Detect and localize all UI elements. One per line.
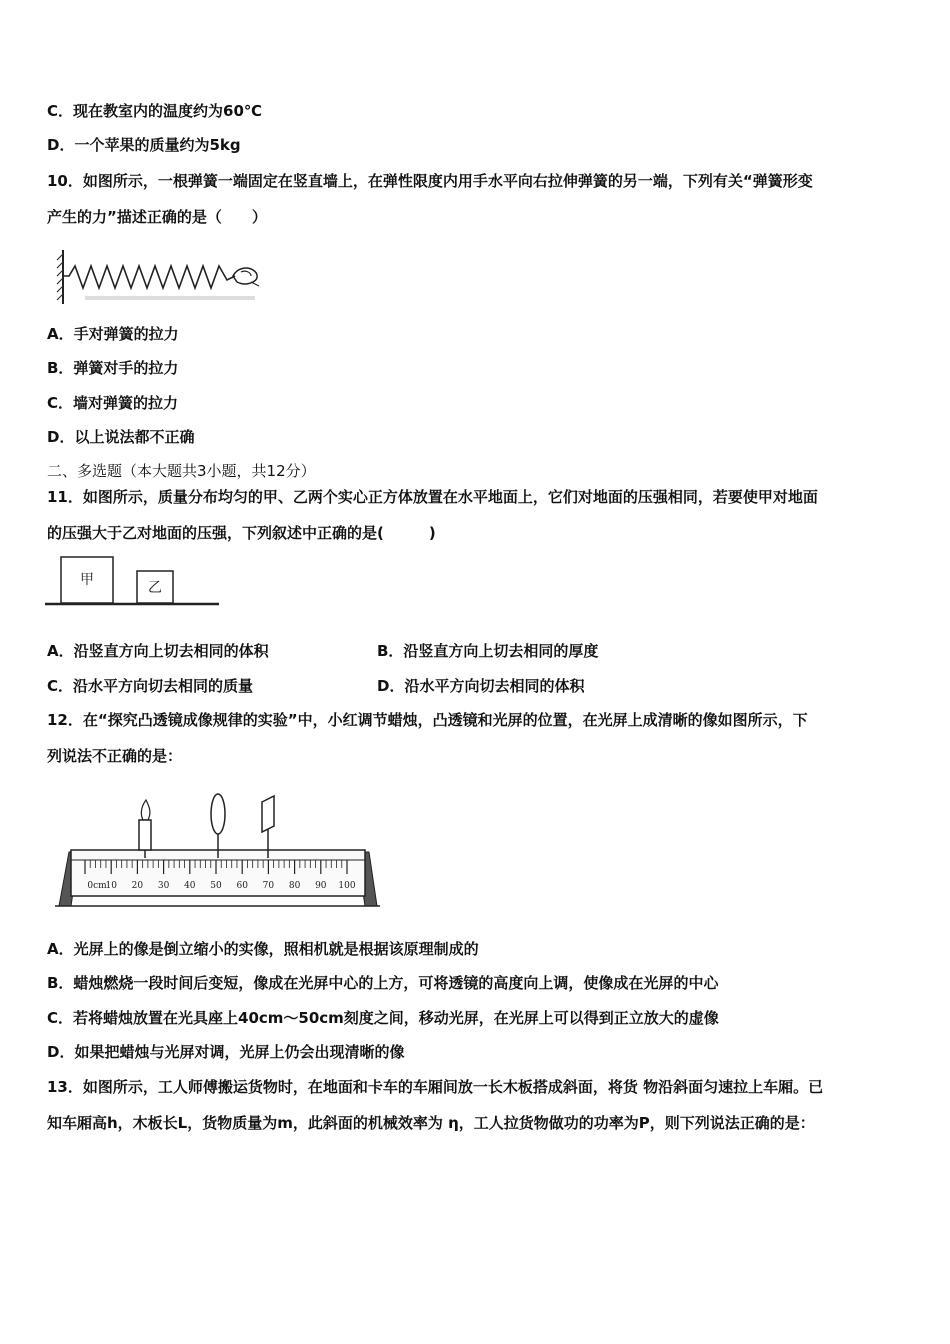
q10-option-d: D．以上说法都不正确 xyxy=(47,428,195,446)
cubes-figure xyxy=(45,554,225,610)
candle-icon xyxy=(139,800,151,858)
wall xyxy=(57,250,63,304)
scale-label: 40 xyxy=(184,881,196,891)
scale-label: 60 xyxy=(236,881,248,891)
q12-option-d: D．如果把蜡烛与光屏对调，光屏上仍会出现清晰的像 xyxy=(47,1043,405,1061)
q10-stem-line2: 产生的力”描述正确的是（ ） xyxy=(47,208,267,226)
hand-icon xyxy=(233,268,259,286)
q12-option-b: B．蜡烛燃烧一段时间后变短，像成在光屏中心的上方，可将透镜的高度向上调，使像成在光屏的中心 xyxy=(47,974,719,992)
scale-label: 100 xyxy=(338,881,356,891)
q10-stem-line1: 10．如图所示，一根弹簧一端固定在竖直墙上，在弹性限度内用手水平向右拉伸弹簧的另一端，下列有关“弹簧形变 xyxy=(47,172,813,190)
q12-option-a: A．光屏上的像是倒立缩小的实像，照相机就是根据该原理制成的 xyxy=(47,940,479,958)
q9-option-d: D．一个苹果的质量约为5kg xyxy=(47,136,241,154)
block-a-label: 甲 xyxy=(80,572,94,588)
q11-stem-line1: 11．如图所示，质量分布均匀的甲、乙两个实心正方体放置在水平地面上，它们对地面的压强相同，若要使甲对地面 xyxy=(47,488,818,506)
scale-unit-label: 0cm xyxy=(87,881,107,891)
q11-option-a: A．沿竖直方向上切去相同的体积 xyxy=(47,642,269,660)
q11-option-c: C．沿水平方向切去相同的质量 xyxy=(47,677,254,695)
lens-icon xyxy=(211,794,225,858)
scale-label: 30 xyxy=(157,881,170,891)
q9-option-c: C．现在教室内的温度约为60℃ xyxy=(47,102,263,120)
q12-option-c: C．若将蜡烛放置在光具座上40cm～50cm刻度之间，移动光屏，在光屏上可以得到正立放大的虚像 xyxy=(47,1009,719,1027)
scale-label: 20 xyxy=(131,881,144,891)
spring xyxy=(63,266,235,288)
scale-label: 90 xyxy=(315,881,327,891)
q11-option-d: D．沿水平方向切去相同的体积 xyxy=(377,677,585,695)
optical-bench-figure xyxy=(55,790,380,912)
q10-option-c: C．墙对弹簧的拉力 xyxy=(47,394,179,412)
scale-label: 10 xyxy=(105,881,117,891)
q10-option-b: B．弹簧对手的拉力 xyxy=(47,359,179,377)
q12-stem-line2: 列说法不正确的是： xyxy=(47,747,183,765)
screen-icon xyxy=(262,796,274,858)
q13-stem-line2: 知车厢高h，木板长L，货物质量为m，此斜面的机械效率为 η，工人拉货物做功的功率为P，则下列说法正确的是： xyxy=(47,1114,815,1132)
q12-stem-line1: 12．在“探究凸透镜成像规律的实验”中，小红调节蜡烛，凸透镜和光屏的位置，在光屏上成清晰的像如图所示，下 xyxy=(47,711,808,729)
spring-figure xyxy=(55,246,265,308)
q11-stem-line2: 的压强大于乙对地面的压强，下列叙述中正确的是( ) xyxy=(47,524,436,542)
scale-label: 50 xyxy=(210,881,222,891)
block-b-label: 乙 xyxy=(148,580,162,596)
q10-option-a: A．手对弹簧的拉力 xyxy=(47,325,179,343)
scale-label: 80 xyxy=(288,881,301,891)
q11-option-b: B．沿竖直方向上切去相同的厚度 xyxy=(377,642,599,660)
scale-label: 70 xyxy=(262,881,275,891)
section-heading: 二、多选题（本大题共3小题，共12分） xyxy=(47,462,316,480)
q13-stem-line1: 13．如图所示，工人师傅搬运货物时，在地面和卡车的车厢间放一长木板搭成斜面，将货 物沿斜面匀速拉上车厢。已 xyxy=(47,1078,824,1096)
